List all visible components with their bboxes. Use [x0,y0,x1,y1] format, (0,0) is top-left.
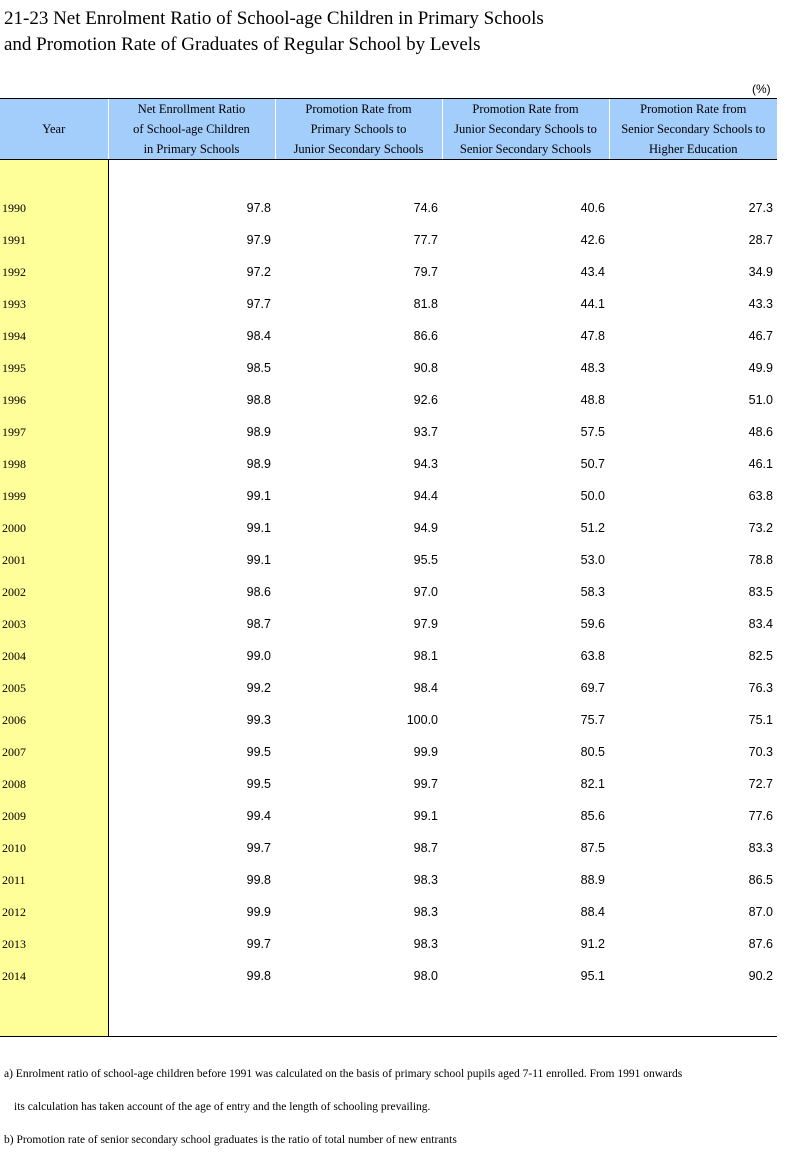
year-cell: 2001 [0,544,108,576]
net-enrollment-cell: 99.5 [246,777,271,791]
header-junior-to-senior [442,99,609,160]
primary-to-junior-cell: 94.4 [413,489,438,503]
table-body [0,160,777,1037]
senior-to-higher-cell: 43.3 [748,297,773,311]
header-senior-to-higher [609,99,777,160]
senior-to-higher-cell: 76.3 [748,681,773,695]
table-row [0,672,777,704]
note-a-line-1: a) Enrolment ratio of school-age children before 1991 was calculated on the basis of primary school pupils aged 7-11 enrolled. From 1991 onwards [4,1068,683,1080]
primary-to-junior-cell: 93.7 [413,425,438,439]
table-row [0,320,777,352]
table-row [0,544,777,576]
table-row [0,800,777,832]
primary-to-junior-cell: 92.6 [413,393,438,407]
year-cell: 2006 [0,704,108,736]
net-enrollment-cell: 98.8 [246,393,271,407]
net-enrollment-cell: 98.9 [246,425,271,439]
primary-to-junior-cell: 95.5 [413,553,438,567]
net-enrollment-cell: 97.8 [246,201,271,215]
net-enrollment-cell: 99.1 [246,489,271,503]
primary-to-junior-cell: 99.1 [413,809,438,823]
page-title [4,6,544,58]
net-enrollment-cell: 98.7 [246,617,271,631]
junior-to-senior-cell: 50.7 [580,457,605,471]
junior-to-senior-cell: 82.1 [580,777,605,791]
junior-to-senior-cell: 85.6 [580,809,605,823]
primary-to-junior-cell: 81.8 [413,297,438,311]
statistics-table [0,98,777,1037]
primary-to-junior-cell: 98.3 [413,873,438,887]
net-enrollment-cell: 98.6 [246,585,271,599]
senior-to-higher-cell: 87.6 [748,937,773,951]
net-enrollment-cell: 99.8 [246,873,271,887]
year-cell: 1995 [0,352,108,384]
senior-to-higher-cell: 75.1 [748,713,773,727]
primary-to-junior-cell: 94.3 [413,457,438,471]
senior-to-higher-cell: 83.4 [748,617,773,631]
year-cell: 2011 [0,864,108,896]
junior-to-senior-cell: 50.0 [580,489,605,503]
senior-to-higher-cell: 49.9 [748,361,773,375]
header-line: Senior Secondary Schools [459,142,592,156]
senior-to-higher-cell: 70.3 [748,745,773,759]
primary-to-junior-cell: 97.9 [413,617,438,631]
net-enrollment-cell: 97.7 [246,297,271,311]
senior-to-higher-cell: 87.0 [748,905,773,919]
primary-to-junior-cell: 90.8 [413,361,438,375]
table-row [0,928,777,960]
senior-to-higher-cell: 77.6 [748,809,773,823]
year-cell: 1993 [0,288,108,320]
net-enrollment-cell: 99.5 [246,745,271,759]
net-enrollment-cell: 99.3 [246,713,271,727]
senior-to-higher-cell: 73.2 [748,521,773,535]
table-row [0,864,777,896]
year-cell: 2012 [0,896,108,928]
senior-to-higher-cell: 46.1 [748,457,773,471]
note-b-line-1: b) Promotion rate of senior secondary school graduates is the ratio of total number of new entrants [4,1134,457,1146]
table-row [0,576,777,608]
table-row [0,416,777,448]
table-row [0,768,777,800]
table-row [0,608,777,640]
table-row [0,832,777,864]
primary-to-junior-cell: 94.9 [413,521,438,535]
senior-to-higher-cell: 78.8 [748,553,773,567]
table-header [0,99,777,160]
spacer-cell [442,160,609,193]
table-row [0,224,777,256]
net-enrollment-cell: 99.1 [246,553,271,567]
spacer-cell [0,160,108,193]
senior-to-higher-cell: 27.3 [748,201,773,215]
table-row [0,736,777,768]
year-cell: 2002 [0,576,108,608]
year-cell: 1997 [0,416,108,448]
table-row [0,256,777,288]
junior-to-senior-cell: 75.7 [580,713,605,727]
junior-to-senior-cell: 40.6 [580,201,605,215]
footnotes [4,1058,794,1157]
senior-to-higher-cell: 34.9 [748,265,773,279]
year-cell: 1992 [0,256,108,288]
junior-to-senior-cell: 48.8 [580,393,605,407]
senior-to-higher-cell: 86.5 [748,873,773,887]
senior-to-higher-cell: 83.3 [748,841,773,855]
table-row [0,640,777,672]
primary-to-junior-cell: 97.0 [413,585,438,599]
net-enrollment-cell: 99.2 [246,681,271,695]
header-year [0,99,108,160]
title-line-2: and Promotion Rate of Graduates of Regular School by Levels [4,34,481,55]
primary-to-junior-cell: 98.3 [413,937,438,951]
spacer-cell [275,992,442,1037]
junior-to-senior-cell: 58.3 [580,585,605,599]
year-cell: 1996 [0,384,108,416]
primary-to-junior-cell: 98.0 [413,969,438,983]
primary-to-junior-cell: 98.3 [413,905,438,919]
senior-to-higher-cell: 46.7 [748,329,773,343]
net-enrollment-cell: 99.7 [246,937,271,951]
year-cell: 1994 [0,320,108,352]
junior-to-senior-cell: 63.8 [580,649,605,663]
primary-to-junior-cell: 98.4 [413,681,438,695]
primary-to-junior-cell: 99.7 [413,777,438,791]
header-line: in Primary Schools [143,142,240,156]
net-enrollment-cell: 98.9 [246,457,271,471]
net-enrollment-cell: 99.8 [246,969,271,983]
spacer-cell [0,992,108,1037]
spacer-cell [442,992,609,1037]
header-line: Net Enrollment Ratio [137,102,246,116]
table-row [0,288,777,320]
spacer-cell [108,160,275,193]
title-line-1: 21-23 Net Enrolment Ratio of School-age Children in Primary Schools [4,8,544,29]
net-enrollment-cell: 97.2 [246,265,271,279]
senior-to-higher-cell: 28.7 [748,233,773,247]
header-line: Junior Secondary Schools to [454,122,597,136]
year-cell: 2007 [0,736,108,768]
year-cell: 2004 [0,640,108,672]
spacer-cell [108,992,275,1037]
junior-to-senior-cell: 91.2 [580,937,605,951]
year-cell: 1991 [0,224,108,256]
header-primary-to-junior [275,99,442,160]
junior-to-senior-cell: 57.5 [580,425,605,439]
note-a-line-2: its calculation has taken account of the age of entry and the length of schooling prevailing. [14,1101,431,1113]
junior-to-senior-cell: 53.0 [580,553,605,567]
table-row [0,384,777,416]
senior-to-higher-cell: 48.6 [748,425,773,439]
senior-to-higher-cell: 72.7 [748,777,773,791]
senior-to-higher-cell: 83.5 [748,585,773,599]
senior-to-higher-cell: 82.5 [748,649,773,663]
net-enrollment-cell: 99.1 [246,521,271,535]
net-enrollment-cell: 99.0 [246,649,271,663]
header-line: Higher Education [648,142,738,156]
junior-to-senior-cell: 51.2 [580,521,605,535]
table-row [0,512,777,544]
net-enrollment-cell: 97.9 [246,233,271,247]
spacer-cell [275,160,442,193]
senior-to-higher-cell: 63.8 [748,489,773,503]
year-cell: 2013 [0,928,108,960]
junior-to-senior-cell: 43.4 [580,265,605,279]
primary-to-junior-cell: 98.1 [413,649,438,663]
net-enrollment-cell: 99.4 [246,809,271,823]
primary-to-junior-cell: 79.7 [413,265,438,279]
header-line: Promotion Rate from [472,102,579,116]
net-enrollment-cell: 98.4 [246,329,271,343]
junior-to-senior-cell: 95.1 [580,969,605,983]
header-row [0,99,777,160]
junior-to-senior-cell: 42.6 [580,233,605,247]
year-cell: 2003 [0,608,108,640]
spacer-row [0,992,777,1037]
header-line: of School-age Children [133,122,250,136]
primary-to-junior-cell: 100.0 [406,713,438,727]
junior-to-senior-cell: 48.3 [580,361,605,375]
table-row [0,896,777,928]
year-cell: 2005 [0,672,108,704]
header-line: Senior Secondary Schools to [621,122,766,136]
net-enrollment-cell: 98.5 [246,361,271,375]
table-row [0,352,777,384]
junior-to-senior-cell: 87.5 [580,841,605,855]
year-cell: 2009 [0,800,108,832]
table-row [0,192,777,224]
senior-to-higher-cell: 90.2 [748,969,773,983]
header-line: Promotion Rate from [305,102,412,116]
primary-to-junior-cell: 77.7 [413,233,438,247]
year-cell: 1990 [0,192,108,224]
junior-to-senior-cell: 69.7 [580,681,605,695]
junior-to-senior-cell: 80.5 [580,745,605,759]
net-enrollment-cell: 99.9 [246,905,271,919]
primary-to-junior-cell: 86.6 [413,329,438,343]
year-cell: 1999 [0,480,108,512]
table-row [0,448,777,480]
junior-to-senior-cell: 59.6 [580,617,605,631]
year-cell: 2000 [0,512,108,544]
table-row [0,704,777,736]
header-line: Promotion Rate from [640,102,747,116]
spacer-cell [609,160,777,193]
year-cell: 2008 [0,768,108,800]
spacer-cell [609,992,777,1037]
junior-to-senior-cell: 44.1 [580,297,605,311]
primary-to-junior-cell: 74.6 [413,201,438,215]
junior-to-senior-cell: 88.9 [580,873,605,887]
year-cell: 2010 [0,832,108,864]
header-line: Year [42,122,66,136]
header-line: Primary Schools to [310,122,407,136]
table-row [0,960,777,992]
header-net-enrollment [108,99,275,160]
senior-to-higher-cell: 51.0 [748,393,773,407]
primary-to-junior-cell: 99.9 [413,745,438,759]
junior-to-senior-cell: 47.8 [580,329,605,343]
net-enrollment-cell: 99.7 [246,841,271,855]
year-cell: 2014 [0,960,108,992]
spacer-row [0,160,777,193]
header-line: Junior Secondary Schools [293,142,424,156]
unit-label: (%) [752,82,771,96]
junior-to-senior-cell: 88.4 [580,905,605,919]
year-cell: 1998 [0,448,108,480]
primary-to-junior-cell: 98.7 [413,841,438,855]
table-row [0,480,777,512]
